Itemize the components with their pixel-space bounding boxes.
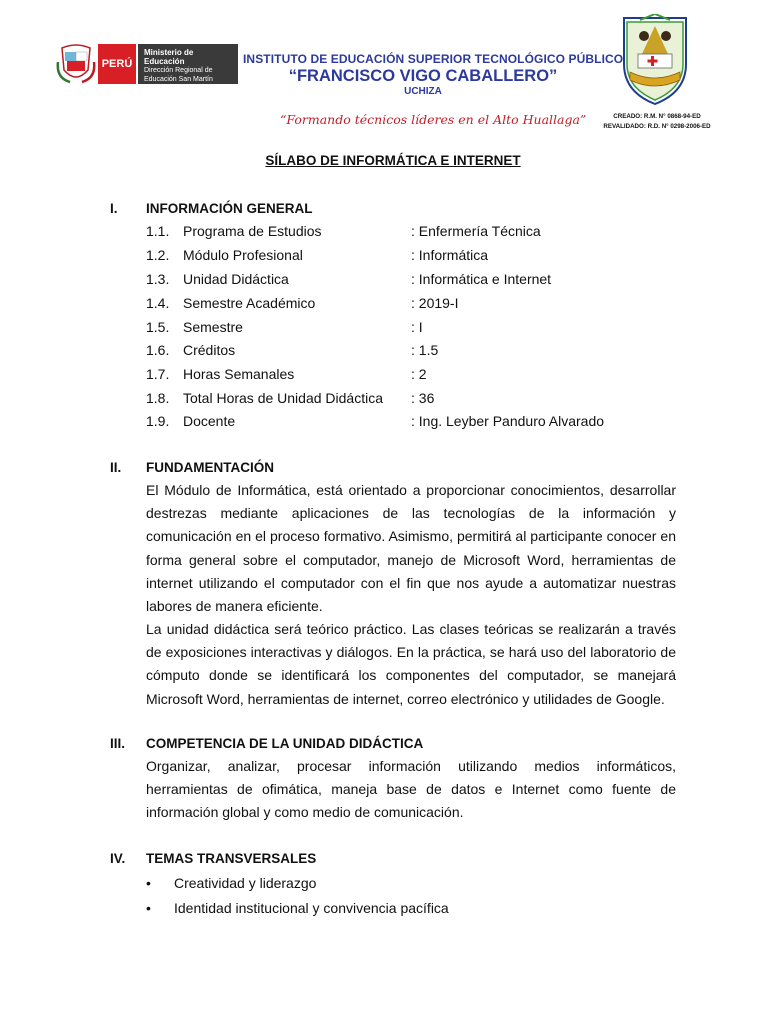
info-label: Horas Semanales [183,366,295,382]
info-label: Créditos [183,342,236,358]
fundamentacion-paragraph: La unidad didáctica será teórico práctico. Las clases teóricas se realizarán a través de exposiciones interactivas y diálogos. En la práctica, se hará uso del laboratorio de cómputo donde se identificará los componentes del computador, se manejará Microsoft Word, herramientas de internet, correo electrónico y utilidades de Google. [146,621,676,707]
info-label: Unidad Didáctica [183,271,289,287]
info-value: : Informática [411,247,489,263]
info-value: : 2 [411,366,427,382]
list-item-text: Creatividad y liderazgo [174,875,317,891]
info-number: 1.1. [146,223,170,239]
institute-name: “FRANCISCO VIGO CABALLERO” [288,67,558,85]
info-value: : 2019-I [411,295,459,311]
info-label: Semestre [183,319,243,335]
info-label: Programa de Estudios [183,223,322,239]
section-heading-temas [110,851,316,866]
bullet-icon: • [146,900,151,916]
info-value: : Enfermería Técnica [411,223,541,239]
document-title: SÍLABO DE INFORMÁTICA E INTERNET [265,153,521,168]
info-label: Total Horas de Unidad Didáctica [183,390,383,406]
section-number: III. [110,736,126,751]
institute-city: UCHIZA [404,86,442,97]
info-label: Semestre Académico [183,295,316,311]
info-number: 1.9. [146,413,170,429]
info-number: 1.8. [146,390,170,406]
info-number: 1.7. [146,366,170,382]
section-number: II. [110,460,122,475]
section-heading-fundamentacion [110,460,274,475]
section-heading-general-info [110,201,313,216]
ministry-direction: Dirección Regional de Educación San Martín [144,67,213,83]
ministry-name: Ministerio de Educación [144,48,194,66]
section-title: COMPETENCIA DE LA UNIDAD DIDÁCTICA [146,736,424,751]
created-text: CREADO: R.M. N° 0868-94-ED [613,113,701,120]
info-number: 1.6. [146,342,170,358]
section-title: INFORMACIÓN GENERAL [146,201,313,216]
section-title: FUNDAMENTACIÓN [146,460,274,475]
bullet-icon: • [146,875,151,891]
info-number: 1.3. [146,271,170,287]
info-value: : 1.5 [411,342,439,358]
section-number: IV. [110,851,126,866]
info-label: Módulo Profesional [183,247,303,263]
government-logo [56,42,238,86]
info-label: Docente [183,413,236,429]
info-value: : Informática e Internet [411,271,552,287]
list-item-text: Identidad institucional y convivencia pacífica [174,900,449,916]
fundamentacion-paragraph: El Módulo de Informática, está orientado a proporcionar conocimientos, desarrollar destrezas mediante aplicaciones de las tecnologías de la información y comunicación en el proceso formativo. Asimismo, permitirá al participante conocer en forma general sobre el computador, manejo de Microsoft Word, herramientas de internet utilizando el computador con el fin que nos ayude a automatizar nuestras labores de manera eficiente. [146,482,676,615]
section-title: TEMAS TRANSVERSALES [146,851,317,866]
creation-resolution [596,112,718,132]
info-number: 1.2. [146,247,170,263]
peru-coat-of-arms-icon [56,42,96,86]
institute-motto: “Formando técnicos líderes en el Alto Huallaga” [280,112,587,127]
info-value: : Ing. Leyber Panduro Alvarado [411,413,605,429]
section-number: I. [110,201,118,216]
info-value: : I [411,319,423,335]
institute-type: INSTITUTO DE EDUCACIÓN SUPERIOR TECNOLÓGICO PÚBLICO [243,52,624,66]
institute-crest-icon [618,14,692,106]
section-heading-competencia [110,736,423,751]
revalidated-text: REVALIDADO: R.D. N° 0298-2006-ED [603,123,711,130]
info-number: 1.5. [146,319,170,335]
peru-label: PERÚ [98,44,136,84]
info-number: 1.4. [146,295,170,311]
competencia-paragraph: Organizar, analizar, procesar información utilizando medios informáticos, herramientas de ofimática, maneja base de datos e Internet como fuente de información global y como medio de comunicación. [146,758,676,821]
ministry-label [138,44,238,84]
info-value: : 36 [411,390,435,406]
institute-heading [243,52,624,98]
